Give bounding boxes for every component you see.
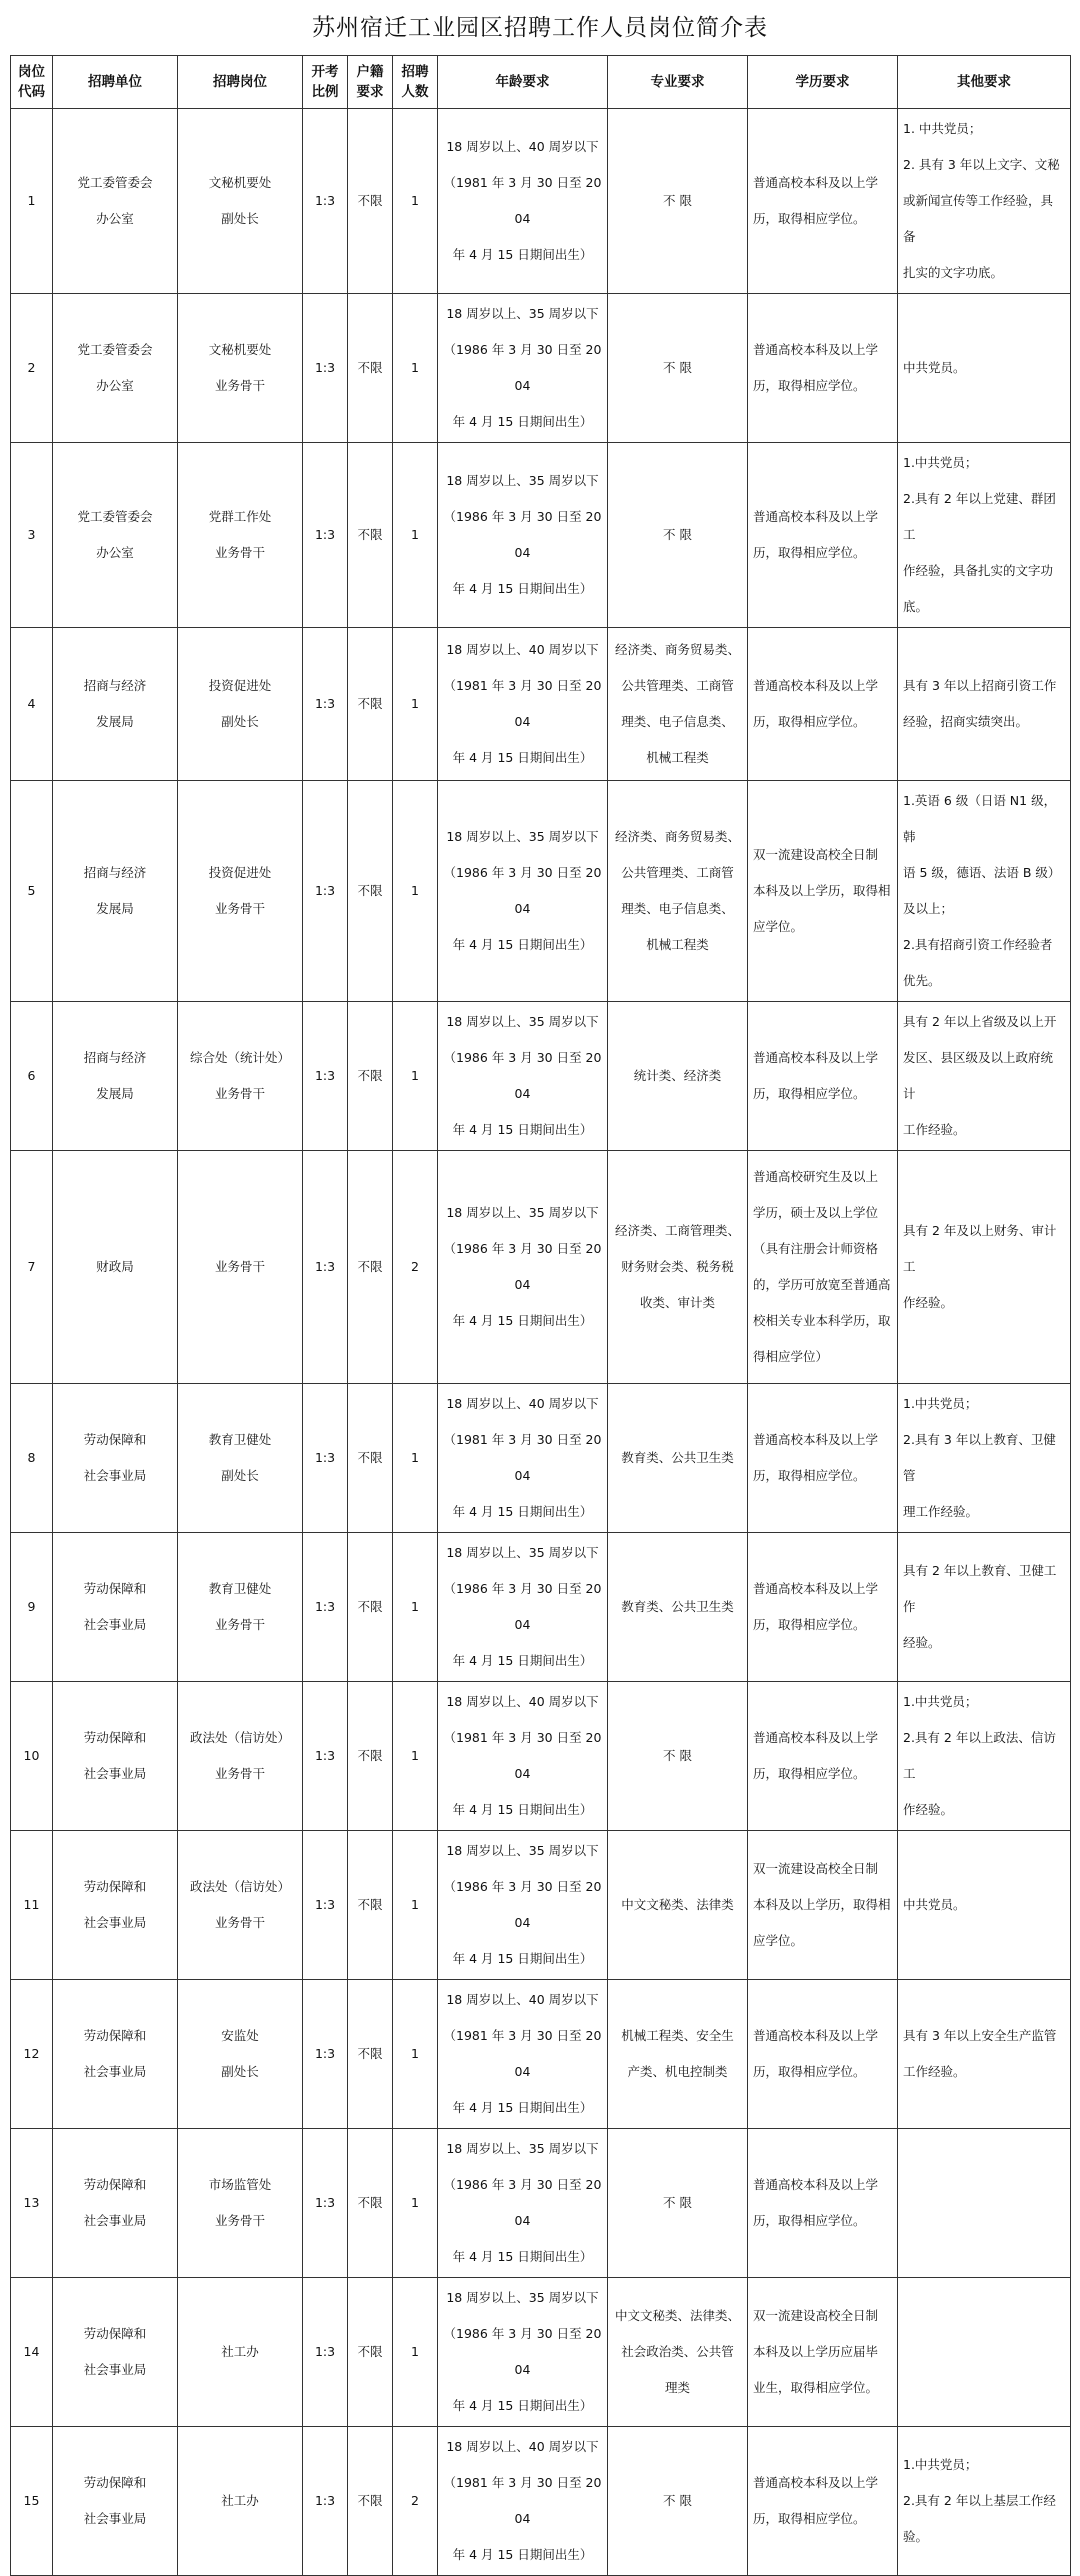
row-other: 中共党员。 <box>898 1831 1071 1980</box>
row-other: 1. 中共党员； 2. 具有 3 年以上文字、文秘 或新闻宣传等工作经验，具备 扎实的文字功底。 <box>898 109 1071 294</box>
row-major: 不 限 <box>608 109 748 294</box>
header-age: 年龄要求 <box>438 56 608 109</box>
header-other: 其他要求 <box>898 56 1071 109</box>
row-post: 投资促进处 副处长 <box>178 628 303 781</box>
row-huji: 不限 <box>348 1682 393 1831</box>
row-other: 中共党员。 <box>898 294 1071 443</box>
table-row <box>11 294 1071 443</box>
row-code: 7 <box>11 1151 53 1384</box>
row-major: 统计类、经济类 <box>608 1002 748 1151</box>
row-huji: 不限 <box>348 781 393 1002</box>
row-ratio: 1:3 <box>303 1533 348 1682</box>
page-title: 苏州宿迁工业园区招聘工作人员岗位简介表 <box>312 15 768 41</box>
table-row <box>11 1533 1071 1682</box>
row-post: 市场监管处 业务骨干 <box>178 2129 303 2278</box>
row-post: 业务骨干 <box>178 1151 303 1384</box>
row-count: 1 <box>393 294 438 443</box>
row-post: 综合处（统计处） 业务骨干 <box>178 1002 303 1151</box>
row-edu: 普通高校本科及以上学 历，取得相应学位。 <box>748 1980 898 2129</box>
row-edu: 普通高校本科及以上学 历，取得相应学位。 <box>748 2427 898 2576</box>
row-unit: 劳动保障和 社会事业局 <box>53 2278 178 2427</box>
row-other: 具有 3 年以上安全生产监管 工作经验。 <box>898 1980 1071 2129</box>
row-ratio: 1:3 <box>303 628 348 781</box>
row-major: 不 限 <box>608 2427 748 2576</box>
row-ratio: 1:3 <box>303 2129 348 2278</box>
row-code: 12 <box>11 1980 53 2129</box>
header-edu: 学历要求 <box>748 56 898 109</box>
row-count: 1 <box>393 1384 438 1533</box>
row-post: 教育卫健处 业务骨干 <box>178 1533 303 1682</box>
row-other: 1.中共党员； 2.具有 3 年以上教育、卫健管 理工作经验。 <box>898 1384 1071 1533</box>
header-ratio: 开考 比例 <box>303 56 348 109</box>
header-unit: 招聘单位 <box>53 56 178 109</box>
row-huji: 不限 <box>348 1151 393 1384</box>
row-count: 1 <box>393 1980 438 2129</box>
row-count: 1 <box>393 1533 438 1682</box>
row-edu: 普通高校本科及以上学 历，取得相应学位。 <box>748 294 898 443</box>
table-body <box>11 109 1071 2576</box>
row-count: 1 <box>393 1002 438 1151</box>
row-age: 18 周岁以上、35 周岁以下 （1986 年 3 月 30 日至 2004 年 4 月 15 日期间出生） <box>438 294 608 443</box>
row-unit: 财政局 <box>53 1151 178 1384</box>
row-major: 不 限 <box>608 2129 748 2278</box>
row-code: 6 <box>11 1002 53 1151</box>
row-other: 1.中共党员； 2.具有 2 年以上党建、群团工 作经验，具备扎实的文字功 底。 <box>898 443 1071 628</box>
row-edu: 双一流建设高校全日制 本科及以上学历，取得相 应学位。 <box>748 781 898 1002</box>
row-edu: 双一流建设高校全日制 本科及以上学历，取得相 应学位。 <box>748 1831 898 1980</box>
row-code: 13 <box>11 2129 53 2278</box>
row-unit: 劳动保障和 社会事业局 <box>53 1682 178 1831</box>
row-post: 社工办 <box>178 2278 303 2427</box>
row-edu: 普通高校本科及以上学 历，取得相应学位。 <box>748 628 898 781</box>
row-other: 具有 2 年及以上财务、审计工 作经验。 <box>898 1151 1071 1384</box>
row-huji: 不限 <box>348 1384 393 1533</box>
row-other <box>898 2129 1071 2278</box>
row-age: 18 周岁以上、35 周岁以下 （1986 年 3 月 30 日至 2004 年 4 月 15 日期间出生） <box>438 2278 608 2427</box>
header-huji: 户籍 要求 <box>348 56 393 109</box>
row-other: 1.中共党员； 2.具有 2 年以上基层工作经 验。 <box>898 2427 1071 2576</box>
row-major: 中文文秘类、法律类 <box>608 1831 748 1980</box>
row-post: 党群工作处 业务骨干 <box>178 443 303 628</box>
row-ratio: 1:3 <box>303 2278 348 2427</box>
row-ratio: 1:3 <box>303 2427 348 2576</box>
row-ratio: 1:3 <box>303 294 348 443</box>
row-huji: 不限 <box>348 2129 393 2278</box>
row-age: 18 周岁以上、35 周岁以下 （1986 年 3 月 30 日至 2004 年 4 月 15 日期间出生） <box>438 1831 608 1980</box>
row-huji: 不限 <box>348 1980 393 2129</box>
header-row <box>11 56 1071 109</box>
row-unit: 劳动保障和 社会事业局 <box>53 2129 178 2278</box>
row-unit: 招商与经济 发展局 <box>53 781 178 1002</box>
row-unit: 劳动保障和 社会事业局 <box>53 1384 178 1533</box>
row-age: 18 周岁以上、35 周岁以下 （1986 年 3 月 30 日至 2004 年 4 月 15 日期间出生） <box>438 1151 608 1384</box>
row-count: 1 <box>393 109 438 294</box>
row-edu: 普通高校本科及以上学 历，取得相应学位。 <box>748 1533 898 1682</box>
row-huji: 不限 <box>348 628 393 781</box>
row-unit: 劳动保障和 社会事业局 <box>53 1533 178 1682</box>
row-post: 政法处（信访处） 业务骨干 <box>178 1682 303 1831</box>
row-count: 1 <box>393 443 438 628</box>
row-age: 18 周岁以上、35 周岁以下 （1986 年 3 月 30 日至 2004 年 4 月 15 日期间出生） <box>438 1533 608 1682</box>
row-ratio: 1:3 <box>303 1682 348 1831</box>
table-row <box>11 443 1071 628</box>
row-huji: 不限 <box>348 294 393 443</box>
row-major: 不 限 <box>608 294 748 443</box>
row-ratio: 1:3 <box>303 1980 348 2129</box>
row-post: 文秘机要处 副处长 <box>178 109 303 294</box>
row-edu: 普通高校本科及以上学 历，取得相应学位。 <box>748 1002 898 1151</box>
job-table <box>10 55 1071 2576</box>
table-row <box>11 628 1071 781</box>
row-code: 10 <box>11 1682 53 1831</box>
row-ratio: 1:3 <box>303 1151 348 1384</box>
row-code: 11 <box>11 1831 53 1980</box>
row-other: 具有 3 年以上招商引资工作 经验，招商实绩突出。 <box>898 628 1071 781</box>
row-count: 1 <box>393 1682 438 1831</box>
table-row <box>11 2427 1071 2576</box>
row-other: 1.中共党员； 2.具有 2 年以上政法、信访工 作经验。 <box>898 1682 1071 1831</box>
table-row <box>11 1151 1071 1384</box>
row-major: 机械工程类、安全生 产类、机电控制类 <box>608 1980 748 2129</box>
row-edu: 普通高校本科及以上学 历，取得相应学位。 <box>748 1682 898 1831</box>
row-post: 教育卫健处 副处长 <box>178 1384 303 1533</box>
header-count: 招聘 人数 <box>393 56 438 109</box>
header-post: 招聘岗位 <box>178 56 303 109</box>
row-major: 经济类、工商管理类、 财务财会类、税务税 收类、审计类 <box>608 1151 748 1384</box>
header-code: 岗位 代码 <box>11 56 53 109</box>
table-row <box>11 1682 1071 1831</box>
row-ratio: 1:3 <box>303 1384 348 1533</box>
row-edu: 双一流建设高校全日制 本科及以上学历应届毕 业生，取得相应学位。 <box>748 2278 898 2427</box>
row-age: 18 周岁以上、40 周岁以下 （1981 年 3 月 30 日至 2004 年 4 月 15 日期间出生） <box>438 2427 608 2576</box>
row-huji: 不限 <box>348 1533 393 1682</box>
row-unit: 党工委管委会 办公室 <box>53 294 178 443</box>
row-count: 1 <box>393 781 438 1002</box>
row-major: 不 限 <box>608 1682 748 1831</box>
row-age: 18 周岁以上、35 周岁以下 （1986 年 3 月 30 日至 2004 年 4 月 15 日期间出生） <box>438 2129 608 2278</box>
row-age: 18 周岁以上、35 周岁以下 （1986 年 3 月 30 日至 2004 年 4 月 15 日期间出生） <box>438 443 608 628</box>
table-row <box>11 1002 1071 1151</box>
row-huji: 不限 <box>348 1831 393 1980</box>
row-huji: 不限 <box>348 1002 393 1151</box>
row-edu: 普通高校本科及以上学 历，取得相应学位。 <box>748 1384 898 1533</box>
row-count: 1 <box>393 2278 438 2427</box>
row-ratio: 1:3 <box>303 109 348 294</box>
row-ratio: 1:3 <box>303 781 348 1002</box>
row-count: 2 <box>393 2427 438 2576</box>
row-major: 教育类、公共卫生类 <box>608 1533 748 1682</box>
row-other: 1.英语 6 级（日语 N1 级，韩 语 5 级，德语、法语 B 级） 及以上； 2.具有招商引资工作经验者 优先。 <box>898 781 1071 1002</box>
row-ratio: 1:3 <box>303 1831 348 1980</box>
row-age: 18 周岁以上、35 周岁以下 （1986 年 3 月 30 日至 2004 年 4 月 15 日期间出生） <box>438 1002 608 1151</box>
row-count: 2 <box>393 1151 438 1384</box>
row-count: 1 <box>393 1831 438 1980</box>
row-unit: 招商与经济 发展局 <box>53 1002 178 1151</box>
row-post: 安监处 副处长 <box>178 1980 303 2129</box>
row-code: 9 <box>11 1533 53 1682</box>
table-row <box>11 1384 1071 1533</box>
row-age: 18 周岁以上、40 周岁以下 （1981 年 3 月 30 日至 2004 年 4 月 15 日期间出生） <box>438 1384 608 1533</box>
row-code: 15 <box>11 2427 53 2576</box>
row-major: 不 限 <box>608 443 748 628</box>
row-age: 18 周岁以上、40 周岁以下 （1981 年 3 月 30 日至 2004 年 4 月 15 日期间出生） <box>438 628 608 781</box>
row-unit: 劳动保障和 社会事业局 <box>53 2427 178 2576</box>
row-edu: 普通高校本科及以上学 历，取得相应学位。 <box>748 2129 898 2278</box>
row-age: 18 周岁以上、35 周岁以下 （1986 年 3 月 30 日至 2004 年 4 月 15 日期间出生） <box>438 781 608 1002</box>
row-code: 3 <box>11 443 53 628</box>
table-row <box>11 2278 1071 2427</box>
row-major: 中文文秘类、法律类、 社会政治类、公共管 理类 <box>608 2278 748 2427</box>
row-post: 社工办 <box>178 2427 303 2576</box>
row-huji: 不限 <box>348 2278 393 2427</box>
row-code: 5 <box>11 781 53 1002</box>
row-code: 4 <box>11 628 53 781</box>
table-row <box>11 1980 1071 2129</box>
row-edu: 普通高校本科及以上学 历，取得相应学位。 <box>748 443 898 628</box>
row-major: 经济类、商务贸易类、 公共管理类、工商管 理类、电子信息类、 机械工程类 <box>608 628 748 781</box>
row-edu: 普通高校研究生及以上 学历，硕士及以上学位 （具有注册会计师资格 的，学历可放宽至普通高 校相关专业本科学历，取 得相应学位） <box>748 1151 898 1384</box>
row-edu: 普通高校本科及以上学 历，取得相应学位。 <box>748 109 898 294</box>
row-ratio: 1:3 <box>303 443 348 628</box>
row-age: 18 周岁以上、40 周岁以下 （1981 年 3 月 30 日至 2004 年 4 月 15 日期间出生） <box>438 109 608 294</box>
row-huji: 不限 <box>348 443 393 628</box>
row-other: 具有 2 年以上省级及以上开 发区、县区级及以上政府统计 工作经验。 <box>898 1002 1071 1151</box>
table-row <box>11 1831 1071 1980</box>
row-code: 14 <box>11 2278 53 2427</box>
row-unit: 招商与经济 发展局 <box>53 628 178 781</box>
row-huji: 不限 <box>348 109 393 294</box>
row-ratio: 1:3 <box>303 1002 348 1151</box>
row-code: 1 <box>11 109 53 294</box>
table-row <box>11 109 1071 294</box>
row-code: 8 <box>11 1384 53 1533</box>
row-post: 政法处（信访处） 业务骨干 <box>178 1831 303 1980</box>
row-code: 2 <box>11 294 53 443</box>
row-post: 文秘机要处 业务骨干 <box>178 294 303 443</box>
row-age: 18 周岁以上、40 周岁以下 （1981 年 3 月 30 日至 2004 年 4 月 15 日期间出生） <box>438 1980 608 2129</box>
row-age: 18 周岁以上、40 周岁以下 （1981 年 3 月 30 日至 2004 年 4 月 15 日期间出生） <box>438 1682 608 1831</box>
row-post: 投资促进处 业务骨干 <box>178 781 303 1002</box>
row-major: 经济类、商务贸易类、 公共管理类、工商管 理类、电子信息类、 机械工程类 <box>608 781 748 1002</box>
row-count: 1 <box>393 2129 438 2278</box>
row-huji: 不限 <box>348 2427 393 2576</box>
row-unit: 劳动保障和 社会事业局 <box>53 1980 178 2129</box>
table-row <box>11 781 1071 1002</box>
row-other: 具有 2 年以上教育、卫健工作 经验。 <box>898 1533 1071 1682</box>
row-other <box>898 2278 1071 2427</box>
table-row <box>11 2129 1071 2278</box>
row-unit: 党工委管委会 办公室 <box>53 443 178 628</box>
row-count: 1 <box>393 628 438 781</box>
row-major: 教育类、公共卫生类 <box>608 1384 748 1533</box>
row-unit: 党工委管委会 办公室 <box>53 109 178 294</box>
header-major: 专业要求 <box>608 56 748 109</box>
row-unit: 劳动保障和 社会事业局 <box>53 1831 178 1980</box>
